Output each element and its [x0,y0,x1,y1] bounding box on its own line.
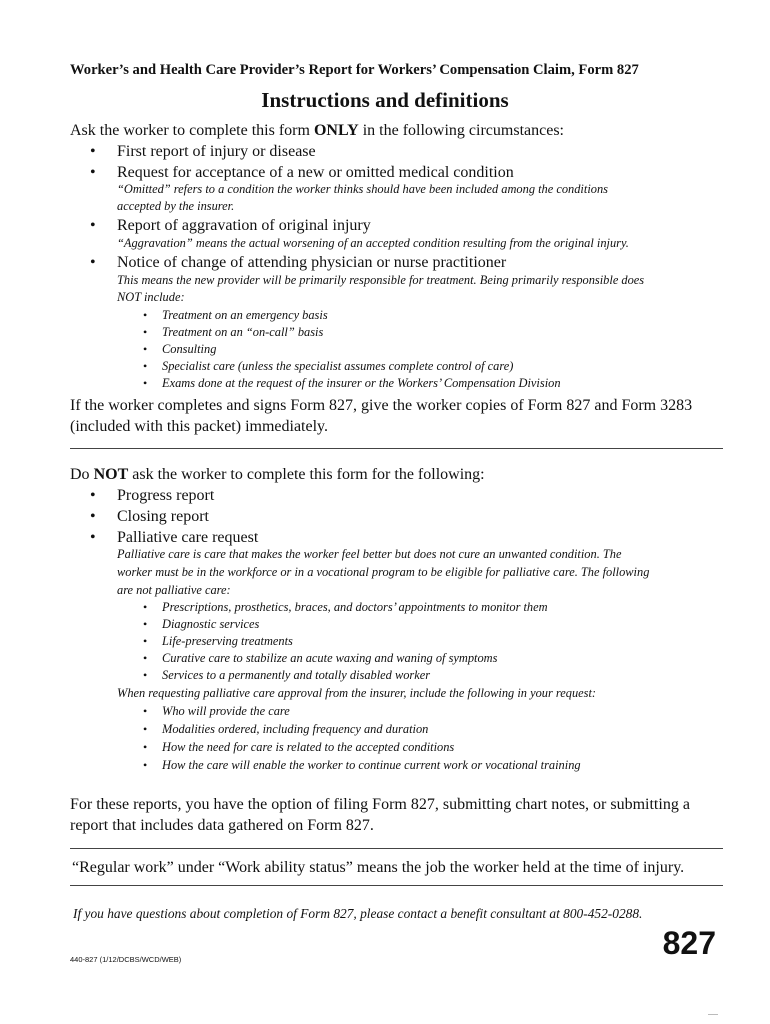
bullet-icon: • [143,325,148,339]
form-title: Worker’s and Health Care Provider’s Report for Workers’ Compensation Claim, Form 827 [70,62,639,78]
bullet-icon: • [143,308,148,322]
bullet-icon: • [90,508,96,525]
circumstance-note: “Aggravation” means the actual worsening of an accepted condition resulting from the original injury. [117,236,629,250]
divider [70,848,723,849]
bullet-icon: • [143,617,148,631]
section2-intro-after: ask the worker to complete this form for the following: [128,466,485,483]
regular-work-definition: “Regular work” under “Work ability status” means the job the worker held at the time of injury. [72,859,685,876]
section1-intro [70,122,564,140]
bullet-icon: • [90,164,96,181]
bullet-icon: • [90,143,96,160]
section1-closing: If the worker completes and signs Form 827, give the worker copies of Form 827 and Form 3283 [70,397,693,414]
circumstance-note: “Omitted” refers to a condition the worker thinks should have been included among the conditions [117,182,608,196]
bullet-icon: • [143,668,148,682]
bullet-icon: • [90,217,96,234]
bullet-icon: • [90,529,96,546]
contact-note: If you have questions about completion of Form 827, please contact a benefit consultant at 800-452-0288. [73,906,643,921]
palliative-note: worker must be in the workforce or in a vocational program to be eligible for palliative care. The following [117,565,650,579]
bullet-icon: • [143,342,148,356]
request-item: Modalities ordered, including frequency and duration [162,722,429,736]
section1-intro-after: in the following circumstances: [358,122,564,139]
palliative-note: Palliative care is care that makes the worker feel better but does not cure an unwanted condition. The [117,547,622,561]
bullet-icon: • [143,704,148,718]
request-item: How the need for care is related to the accepted conditions [162,740,455,754]
not-palliative-item: Services to a permanently and totally disabled worker [162,668,431,682]
circumstance-note: NOT include: [117,290,185,304]
section2-intro-before: Do [70,466,94,483]
divider [70,885,723,886]
form-number: 827 [662,925,716,961]
circumstance-note: accepted by the insurer. [117,199,235,213]
request-intro: When requesting palliative care approval from the insurer, include the following in your request: [117,686,597,700]
bullet-icon: • [90,254,96,271]
bullet-icon: • [143,651,148,665]
not-palliative-item: Life-preserving treatments [162,634,293,648]
report-type-item: Closing report [117,508,209,525]
exclusion-item: Consulting [162,342,217,356]
exclusion-item: Specialist care (unless the specialist assumes complete control of care) [162,359,514,373]
bullet-icon: • [143,722,148,736]
bullet-icon: • [143,376,148,390]
report-type-item: Progress report [117,487,215,504]
bullet-icon: • [143,758,148,772]
exclusion-item: Treatment on an “on-call” basis [162,325,324,339]
bullet-icon: • [143,740,148,754]
page-title: Instructions and definitions [261,88,509,112]
exclusion-item: Treatment on an emergency basis [162,308,328,322]
section2-intro-emph: NOT [93,466,129,483]
not-palliative-item: Curative care to stabilize an acute waxing and waning of symptoms [162,651,498,665]
section2-intro [70,466,485,484]
bullet-icon: • [143,634,148,648]
section1-closing: (included with this packet) immediately. [70,418,328,435]
bullet-icon: • [143,359,148,373]
circumstance-note: This means the new provider will be primarily responsible for treatment. Being primarily responsible does [117,273,645,287]
form-code: 440-827 (1/12/DCBS/WCD/WEB) [70,955,182,964]
request-item: How the care will enable the worker to continue current work or vocational training [162,758,581,772]
not-palliative-item: Diagnostic services [162,617,260,631]
exclusion-item: Exams done at the request of the insurer or the Workers’ Compensation Division [162,376,561,390]
circumstance-item: Notice of change of attending physician or nurse practitioner [117,254,507,271]
section1-intro-before: Ask the worker to complete this form [70,122,314,139]
circumstance-item: Report of aggravation of original injury [117,217,371,234]
bullet-icon: • [143,600,148,614]
bullet-icon: • [90,487,96,504]
scan-mark [708,1014,718,1015]
section2-closing: For these reports, you have the option of filing Form 827, submitting chart notes, or submitting a [70,796,690,813]
divider [70,448,723,449]
not-palliative-item: Prescriptions, prosthetics, braces, and doctors’ appointments to monitor them [162,600,548,614]
palliative-note: are not palliative care: [117,583,231,597]
circumstance-item: First report of injury or disease [117,143,316,160]
section2-closing: report that includes data gathered on Form 827. [70,817,374,834]
section1-intro-emph: ONLY [313,122,359,139]
circumstance-item: Request for acceptance of a new or omitted medical condition [117,164,514,181]
report-type-item: Palliative care request [117,529,259,546]
request-item: Who will provide the care [162,704,290,718]
